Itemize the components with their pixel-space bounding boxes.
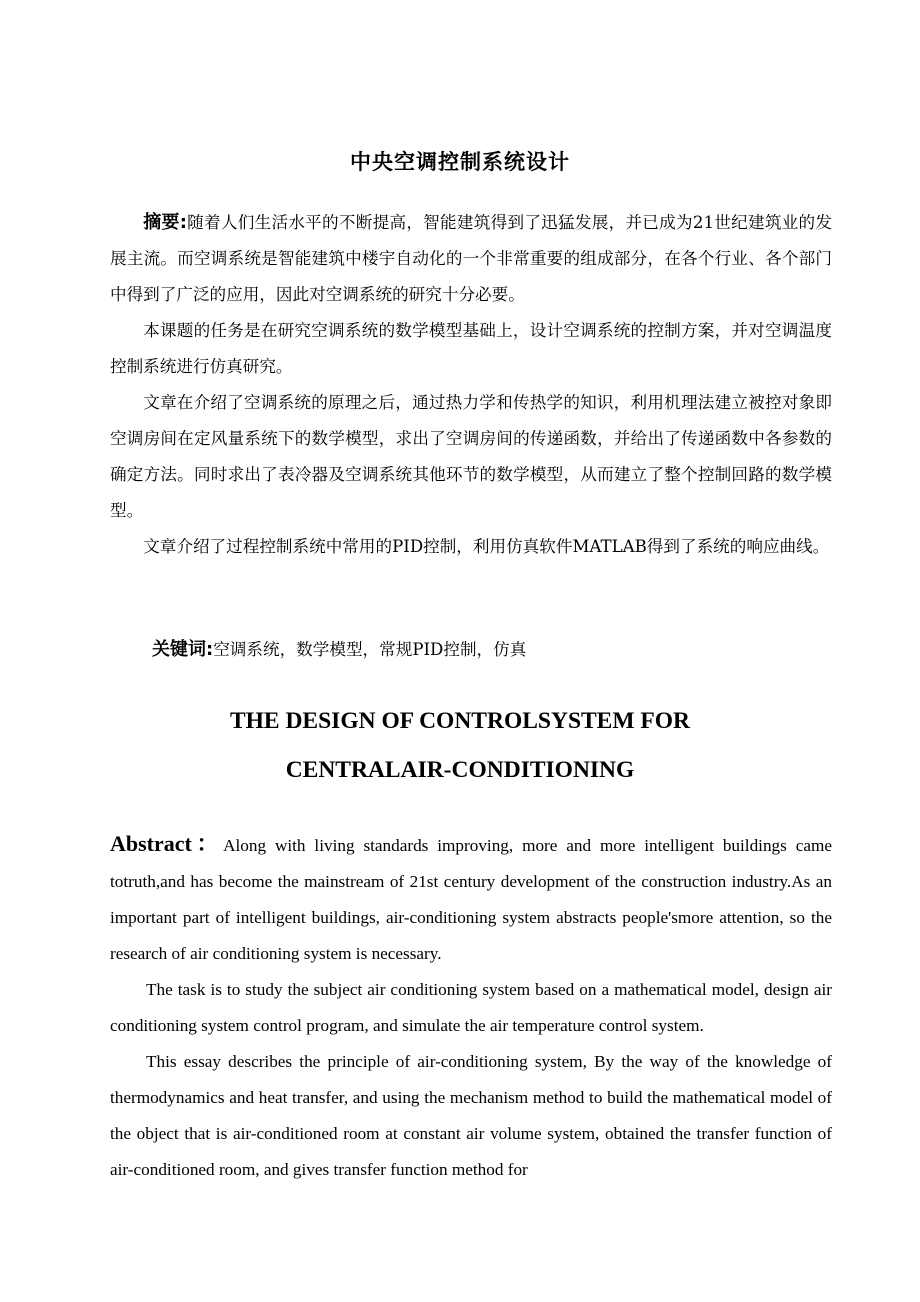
english-abstract-paragraph-3: This essay describes the principle of air-conditioning system, By the way of the knowledge of thermodynamics and heat transfer, and using the mechanism method to build the mathematical model of the object that is air-conditioned room at constant air volume system, obtained the transfer function of air-conditioned room, and gives transfer function method for	[110, 1052, 832, 1179]
chinese-abstract-paragraph-2: 本课题的任务是在研究空调系统的数学模型基础上，设计空调系统的控制方案，并对空调温度控制系统进行仿真研究。	[110, 321, 832, 376]
english-title-line-2: CENTRALAIR-CONDITIONING	[285, 757, 635, 783]
chinese-abstract-paragraph-1	[110, 205, 832, 313]
chinese-keywords-label: 关键词:	[152, 639, 214, 660]
english-abstract-paragraph-1	[110, 826, 832, 972]
chinese-abstract-paragraph-3: 文章在介绍了空调系统的原理之后，通过热力学和传热学的知识，利用机理法建立被控对象即空调房间在定风量系统下的数学模型，求出了空调房间的传递函数，并给出了传递函数中各参数的确定方法。同时求出了表冷器及空调系统其他环节的数学模型，从而建立了整个控制回路的数学模型。	[110, 393, 832, 520]
chinese-keywords-text: 空调系统，数学模型，常规PID控制，仿真	[213, 640, 527, 659]
chinese-abstract	[110, 205, 832, 565]
english-abstract-text-1: Along with living standards improving, more and more intelligent buildings came totruth,and has become the mainstream of 21st century development of the construction industry.As an important part of intelligent buildings, air-conditioning system abstracts people'smore attention, so the research of air conditioning system is necessary.	[110, 836, 832, 963]
chinese-keywords	[152, 632, 526, 668]
english-abstract-label: Abstract：	[110, 831, 224, 856]
chinese-abstract-paragraph-4: 文章介绍了过程控制系统中常用的PID控制，利用仿真软件MATLAB得到了系统的响应曲线。	[143, 537, 830, 556]
english-title-line-1: THE DESIGN OF CONTROLSYSTEM FOR	[229, 708, 691, 734]
english-abstract-paragraph-2: The task is to study the subject air conditioning system based on a mathematical model, design air conditioning system control program, and simulate the air temperature control system.	[110, 980, 832, 1035]
chinese-title: 中央空调控制系统设计	[350, 150, 570, 174]
chinese-abstract-label: 摘要:	[143, 212, 187, 233]
chinese-abstract-text-1: 随着人们生活水平的不断提高，智能建筑得到了迅猛发展，并已成为21世纪建筑业的发展主流。而空调系统是智能建筑中楼宇自动化的一个非常重要的组成部分，在各个行业、各个部门中得到了广泛的应用，因此对空调系统的研究十分必要。	[110, 213, 832, 304]
english-abstract	[110, 826, 832, 1188]
